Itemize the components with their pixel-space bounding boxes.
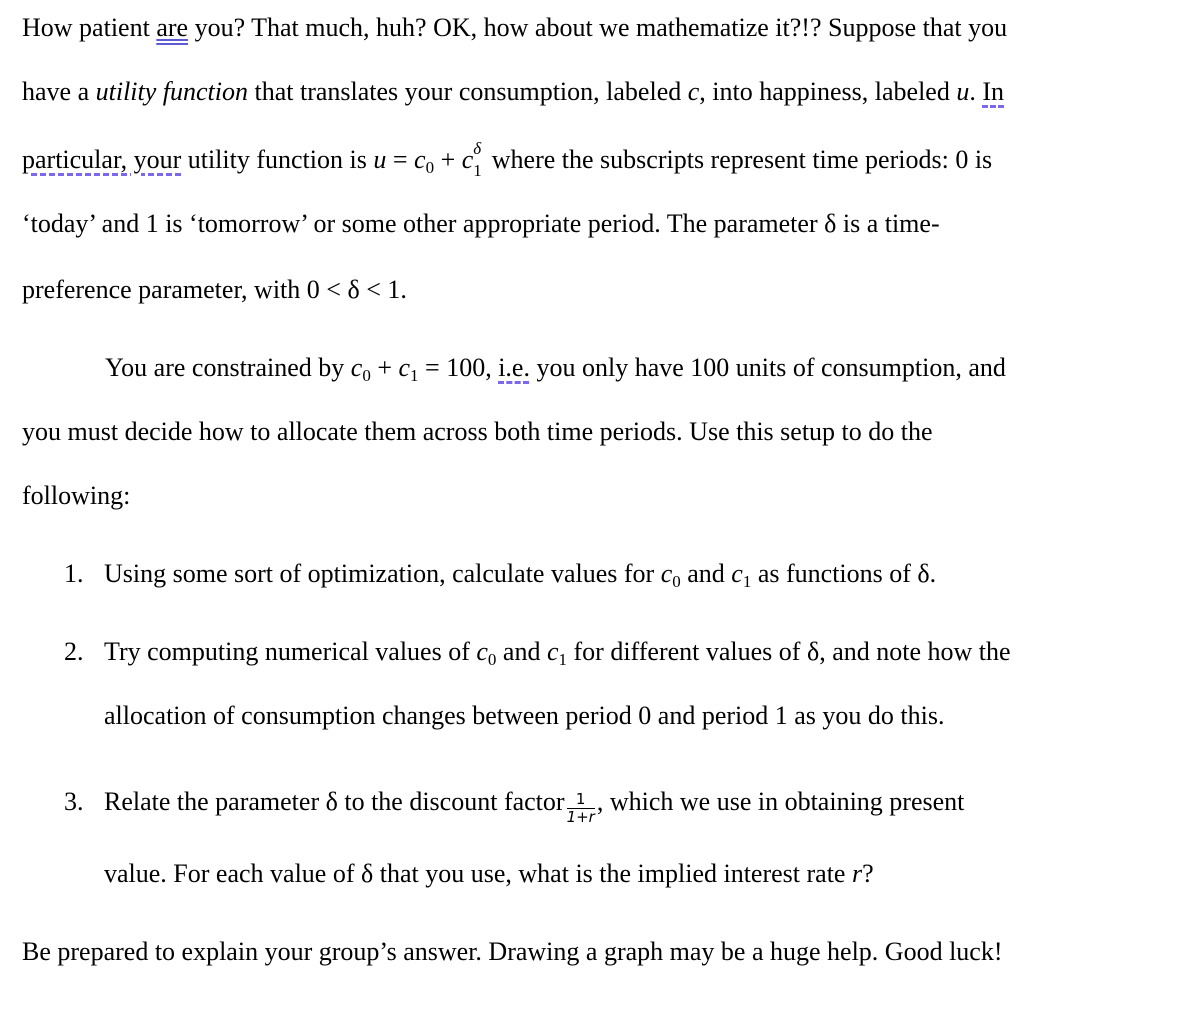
closing-paragraph: Be prepared to explain your group’s answer. Drawing a graph may be a huge help. Good luck! bbox=[22, 937, 1003, 966]
text: you only have 100 units of consumption, and bbox=[529, 353, 1006, 382]
text: Using some sort of optimization, calculate values for bbox=[104, 559, 661, 588]
paragraph-1-line-3 bbox=[22, 139, 993, 183]
text: you? That much, huh? OK, how about we mathematize it?!? Suppose that you bbox=[188, 13, 1008, 42]
grammar-flag-particular[interactable]: particular, your bbox=[22, 145, 182, 174]
math-sub: 1 bbox=[742, 572, 752, 591]
text: have a bbox=[22, 77, 96, 106]
math-c: c bbox=[546, 637, 559, 666]
text: . bbox=[969, 77, 983, 106]
math-u: u bbox=[956, 77, 970, 106]
list-number: 1. bbox=[64, 559, 84, 588]
math-c: c bbox=[731, 559, 743, 588]
text: utility function is bbox=[181, 145, 374, 174]
list-number: 2. bbox=[64, 637, 84, 666]
math-supsub bbox=[473, 139, 485, 180]
math-u: u bbox=[373, 145, 387, 174]
list-item-3 bbox=[64, 787, 964, 826]
text: and bbox=[496, 637, 547, 666]
text: , which we use in obtaining present bbox=[596, 787, 965, 816]
fraction-numerator: 1 bbox=[567, 791, 595, 809]
paragraph-2-line-3: following: bbox=[22, 481, 131, 510]
text: and bbox=[680, 559, 732, 588]
text: value. For each value of δ that you use, what is the implied interest rate bbox=[104, 859, 852, 888]
math-c: c bbox=[476, 637, 488, 666]
paragraph-1-line-4: ‘today’ and 1 is ‘tomorrow’ or some other appropriate period. The parameter δ is a time- bbox=[22, 209, 940, 238]
grammar-flag-ie[interactable]: i.e. bbox=[498, 353, 530, 382]
math-plus: + bbox=[370, 353, 399, 382]
list-item-2-line-2: allocation of consumption changes between period 0 and period 1 as you do this. bbox=[104, 701, 945, 730]
math-sub: 0 bbox=[487, 650, 497, 669]
fraction-denominator: 1+r bbox=[566, 808, 595, 826]
paragraph-1-line-5: preference parameter, with 0 < δ < 1. bbox=[22, 275, 407, 304]
math-sub: 1 bbox=[558, 650, 568, 669]
paragraph-1-line-2 bbox=[22, 77, 1004, 107]
math-c: c bbox=[398, 353, 411, 382]
text: ? bbox=[862, 859, 874, 888]
text: for different values of δ, and note how the bbox=[567, 637, 1011, 666]
math-delta: δ bbox=[473, 139, 482, 158]
text: as functions of δ. bbox=[751, 559, 937, 588]
math-sub: 0 bbox=[362, 366, 371, 385]
text: = 100, bbox=[418, 353, 499, 382]
math-c: c bbox=[414, 145, 426, 174]
math-sub: 1 bbox=[473, 161, 482, 180]
text: How patient bbox=[22, 13, 157, 42]
paragraph-1-line-1 bbox=[22, 13, 1007, 43]
discount-factor-fraction bbox=[567, 791, 595, 826]
math-plus: + bbox=[434, 145, 462, 174]
text: You are constrained by bbox=[105, 353, 351, 382]
list-number: 3. bbox=[64, 787, 84, 816]
math-c: c bbox=[350, 353, 363, 382]
text: Try computing numerical values of bbox=[104, 637, 477, 666]
math-r: r bbox=[851, 859, 863, 888]
math-sub: 1 bbox=[410, 366, 419, 385]
math-c: c bbox=[461, 145, 474, 174]
paragraph-2-line-1 bbox=[105, 353, 1006, 391]
grammar-flag-are[interactable]: are bbox=[156, 13, 189, 42]
text: Relate the parameter δ to the discount factor bbox=[104, 787, 565, 816]
math-c: c bbox=[687, 77, 700, 106]
utility-equation bbox=[373, 139, 485, 180]
list-item-2 bbox=[64, 637, 1011, 675]
math-eq: = bbox=[386, 145, 415, 174]
text: that translates your consumption, labeled bbox=[248, 77, 688, 106]
math-sub: 0 bbox=[425, 158, 435, 177]
math-sub: 0 bbox=[672, 572, 681, 591]
text: where the subscripts represent time periods: 0 is bbox=[485, 145, 993, 174]
text: , into happiness, labeled bbox=[699, 77, 957, 106]
list-item-3-line-2 bbox=[104, 859, 874, 889]
paragraph-2-line-2: you must decide how to allocate them across both time periods. Use this setup to do the bbox=[22, 417, 933, 446]
emphasis-utility-function: utility function bbox=[95, 77, 248, 106]
math-c: c bbox=[660, 559, 673, 588]
grammar-flag-in[interactable]: In bbox=[982, 77, 1005, 106]
list-item-1 bbox=[64, 559, 936, 597]
